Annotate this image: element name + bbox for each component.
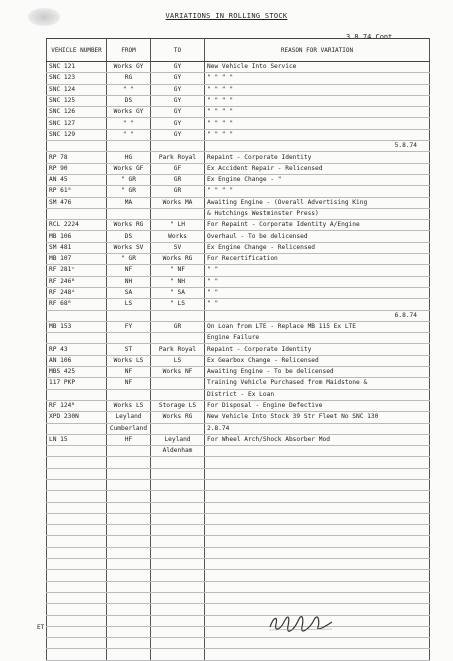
reason-cell: Ex Gearbox Change - Relicensed [205, 355, 430, 366]
from-cell [107, 491, 151, 502]
date-row [47, 310, 430, 321]
vehicle-number-cell [47, 626, 107, 637]
from-cell: NF [107, 378, 151, 389]
from-cell [107, 479, 151, 490]
from-cell [107, 649, 151, 660]
table-row [47, 333, 430, 344]
from-cell [107, 592, 151, 603]
from-cell: FY [107, 321, 151, 332]
to-cell [151, 547, 205, 558]
vehicle-number-cell: RF 248ᴬ [47, 287, 107, 298]
header-reason: REASON FOR VARIATION [205, 39, 430, 62]
reason-cell [205, 479, 430, 490]
to-cell [151, 513, 205, 524]
table-row [47, 220, 430, 231]
to-cell: " LH [151, 220, 205, 231]
table-row [47, 457, 430, 468]
vehicle-number-cell [47, 446, 107, 457]
to-cell [151, 649, 205, 660]
to-cell: Works MA [151, 197, 205, 208]
table-row [47, 400, 430, 411]
from-cell: " GR [107, 174, 151, 185]
table-row [47, 547, 430, 558]
to-cell [151, 389, 205, 400]
from-cell [107, 525, 151, 536]
table-row [47, 208, 430, 219]
table-row [47, 265, 430, 276]
reason-cell: " " " " [205, 84, 430, 95]
to-cell: " NF [151, 265, 205, 276]
reason-cell: Training Vehicle Purchased from Maidstone & [205, 378, 430, 389]
table-row [47, 378, 430, 389]
from-cell: NF [107, 367, 151, 378]
table-row [47, 570, 430, 581]
to-cell: GY [151, 84, 205, 95]
reason-cell [205, 491, 430, 502]
reason-cell: & Hutchings Westminster Press) [205, 208, 430, 219]
table-row [47, 299, 430, 310]
to-cell [151, 479, 205, 490]
vehicle-number-cell: LN 15 [47, 434, 107, 445]
reason-cell: For Disposal - Engine Defective [205, 400, 430, 411]
reason-cell [205, 502, 430, 513]
vehicle-number-cell: RF 246ᴮ [47, 276, 107, 287]
reason-cell: For Repaint - Corporate Identity A/Engine [205, 220, 430, 231]
from-cell: HF [107, 434, 151, 445]
from-cell: DS [107, 231, 151, 242]
table-row [47, 423, 430, 434]
reason-cell: New Vehicle Into Stock 39 Str Fleet No SNC 130 [205, 412, 430, 423]
vehicle-number-cell: RF 124ᴮ [47, 400, 107, 411]
vehicle-number-cell [47, 547, 107, 558]
from-cell [107, 536, 151, 547]
from-cell: Works LS [107, 400, 151, 411]
empty-cell [107, 310, 151, 321]
reason-cell: Ex Accident Repair - Relicensed [205, 163, 430, 174]
empty-cell [151, 310, 205, 321]
from-cell [107, 208, 151, 219]
table-row [47, 129, 430, 140]
table-row [47, 107, 430, 118]
table-row [47, 174, 430, 185]
from-cell [107, 626, 151, 637]
document-title: VARIATIONS IN ROLLING STOCK [165, 12, 288, 20]
reason-cell: " " [205, 299, 430, 310]
from-cell [107, 389, 151, 400]
vehicle-number-cell: RCL 2224 [47, 220, 107, 231]
table-row [47, 84, 430, 95]
to-cell [151, 638, 205, 649]
to-cell: GR [151, 321, 205, 332]
vehicle-number-cell [47, 638, 107, 649]
to-cell: GY [151, 95, 205, 106]
table-row [47, 513, 430, 524]
vehicle-number-cell: SM 481 [47, 242, 107, 253]
from-cell: Works GY [107, 62, 151, 73]
page-date: 3.8.74 Cont. [346, 33, 397, 41]
vehicle-number-cell: RP 61⁸ [47, 186, 107, 197]
to-cell: Works NF [151, 367, 205, 378]
from-cell: ST [107, 344, 151, 355]
to-cell [151, 468, 205, 479]
reason-cell [205, 468, 430, 479]
vehicle-number-cell: MB 106 [47, 231, 107, 242]
to-cell [151, 581, 205, 592]
from-cell: " " [107, 118, 151, 129]
header-from: FROM [107, 39, 151, 62]
vehicle-number-cell [47, 333, 107, 344]
vehicle-number-cell [47, 491, 107, 502]
header-vehicle-number: VEHICLE NUMBER [47, 39, 107, 62]
vehicle-number-cell: SNC 129 [47, 129, 107, 140]
reason-cell: Engine Failure [205, 333, 430, 344]
from-cell [107, 457, 151, 468]
to-cell: " LS [151, 299, 205, 310]
table-row [47, 186, 430, 197]
table-row [47, 231, 430, 242]
vehicle-number-cell [47, 592, 107, 603]
reason-cell [205, 592, 430, 603]
reason-cell [205, 513, 430, 524]
vehicle-number-cell [47, 479, 107, 490]
from-cell: RG [107, 73, 151, 84]
to-cell: " NH [151, 276, 205, 287]
table-row [47, 73, 430, 84]
reason-cell: On Loan from LTE - Replace MB 115 Ex LTE [205, 321, 430, 332]
reason-cell [205, 638, 430, 649]
from-cell [107, 604, 151, 615]
vehicle-number-cell: SNC 126 [47, 107, 107, 118]
table-row [47, 355, 430, 366]
table-row [47, 536, 430, 547]
vehicle-number-cell: RP 78 [47, 152, 107, 163]
vehicle-number-cell [47, 570, 107, 581]
reason-cell [205, 559, 430, 570]
to-cell: GY [151, 73, 205, 84]
table-row [47, 344, 430, 355]
table-row [47, 197, 430, 208]
vehicle-number-cell: MB 107 [47, 254, 107, 265]
vehicle-number-cell: RF 281ᶜ [47, 265, 107, 276]
table-row [47, 434, 430, 445]
to-cell: SV [151, 242, 205, 253]
vehicle-number-cell: AN 45 [47, 174, 107, 185]
empty-cell [107, 141, 151, 152]
empty-cell [47, 141, 107, 152]
from-cell: SA [107, 287, 151, 298]
to-cell [151, 604, 205, 615]
from-cell: NF [107, 265, 151, 276]
table-row [47, 163, 430, 174]
to-cell [151, 559, 205, 570]
to-cell: GR [151, 174, 205, 185]
table-row [47, 525, 430, 536]
to-cell: LS [151, 355, 205, 366]
table-row [47, 502, 430, 513]
reason-cell [205, 570, 430, 581]
vehicle-number-cell [47, 502, 107, 513]
reason-cell: Awaiting Engine - (Overall Advertising King [205, 197, 430, 208]
to-cell: GF [151, 163, 205, 174]
vehicle-number-cell: RP 90 [47, 163, 107, 174]
table-row [47, 638, 430, 649]
table-row [47, 287, 430, 298]
table-row [47, 254, 430, 265]
reason-cell: Overhaul - To be delicensed [205, 231, 430, 242]
reason-cell [205, 581, 430, 592]
table-row [47, 118, 430, 129]
from-cell [107, 615, 151, 626]
vehicle-number-cell [47, 423, 107, 434]
vehicle-number-cell: SNC 121 [47, 62, 107, 73]
from-cell [107, 581, 151, 592]
table-row [47, 479, 430, 490]
reason-cell: 2.8.74 [205, 423, 430, 434]
table-row [47, 626, 430, 637]
from-cell [107, 513, 151, 524]
vehicle-number-cell: SNC 123 [47, 73, 107, 84]
to-cell: Park Royal [151, 344, 205, 355]
from-cell: HG [107, 152, 151, 163]
to-cell: Park Royal [151, 152, 205, 163]
to-cell [151, 491, 205, 502]
to-cell: GY [151, 118, 205, 129]
vehicle-number-cell [47, 615, 107, 626]
to-cell [151, 570, 205, 581]
vehicle-number-cell [47, 649, 107, 660]
table-row [47, 152, 430, 163]
table-row [47, 468, 430, 479]
to-cell [151, 626, 205, 637]
to-cell: GY [151, 107, 205, 118]
to-cell: GY [151, 62, 205, 73]
from-cell: Works SV [107, 242, 151, 253]
empty-cell [47, 310, 107, 321]
to-cell: " SA [151, 287, 205, 298]
date-row [47, 141, 430, 152]
from-cell: Leyland [107, 412, 151, 423]
vehicle-number-cell: MBS 425 [47, 367, 107, 378]
table-row [47, 491, 430, 502]
to-cell: GR [151, 186, 205, 197]
reason-cell: " " " " [205, 118, 430, 129]
table-row [47, 242, 430, 253]
reason-cell: " " " " [205, 73, 430, 84]
to-cell: Works [151, 231, 205, 242]
from-cell [107, 559, 151, 570]
reason-cell: Ex Engine Change - Relicensed [205, 242, 430, 253]
from-cell: Cumberland [107, 423, 151, 434]
vehicle-number-cell [47, 457, 107, 468]
reason-cell: " " " " [205, 107, 430, 118]
table-row [47, 62, 430, 73]
from-cell [107, 547, 151, 558]
from-cell: " " [107, 84, 151, 95]
to-cell [151, 457, 205, 468]
table-body [47, 62, 430, 661]
table-header-row [47, 39, 430, 62]
table-row [47, 95, 430, 106]
from-cell: Works GY [107, 107, 151, 118]
vehicle-number-cell: SNC 124 [47, 84, 107, 95]
to-cell [151, 423, 205, 434]
date-heading: 5.8.74 [205, 141, 430, 152]
vehicle-number-cell [47, 604, 107, 615]
vehicle-number-cell: MB 153 [47, 321, 107, 332]
from-cell [107, 333, 151, 344]
table-row [47, 604, 430, 615]
from-cell: " " [107, 129, 151, 140]
reason-cell: " " [205, 265, 430, 276]
vehicle-number-cell [47, 581, 107, 592]
header-to: TO [151, 39, 205, 62]
vehicle-number-cell [47, 389, 107, 400]
to-cell: Works RG [151, 254, 205, 265]
to-cell: Aldenham [151, 446, 205, 457]
table-row [47, 446, 430, 457]
signature [266, 612, 336, 634]
reason-cell [205, 457, 430, 468]
from-cell [107, 468, 151, 479]
table-row [47, 389, 430, 400]
date-heading: 6.8.74 [205, 310, 430, 321]
to-cell [151, 502, 205, 513]
from-cell [107, 502, 151, 513]
from-cell: Works RG [107, 220, 151, 231]
table-row [47, 412, 430, 423]
vehicle-number-cell [47, 536, 107, 547]
vehicle-number-cell [47, 513, 107, 524]
rolling-stock-table [46, 38, 430, 661]
from-cell [107, 570, 151, 581]
from-cell: MA [107, 197, 151, 208]
reason-cell: " " " " [205, 186, 430, 197]
vehicle-number-cell: SNC 125 [47, 95, 107, 106]
vehicle-number-cell: AN 106 [47, 355, 107, 366]
empty-cell [151, 141, 205, 152]
vehicle-number-cell: RP 43 [47, 344, 107, 355]
reason-cell: Repaint - Corporate Identity [205, 152, 430, 163]
from-cell [107, 638, 151, 649]
reason-cell: For Recertification [205, 254, 430, 265]
from-cell: LS [107, 299, 151, 310]
vehicle-number-cell [47, 525, 107, 536]
vehicle-number-cell: XPD 230N [47, 412, 107, 423]
to-cell [151, 536, 205, 547]
table-row [47, 592, 430, 603]
reason-cell: Ex Engine Change - " [205, 174, 430, 185]
reason-cell [205, 536, 430, 547]
to-cell [151, 208, 205, 219]
table-row [47, 321, 430, 332]
from-cell: " GR [107, 186, 151, 197]
reason-cell: For Wheel Arch/Shock Absorber Mod [205, 434, 430, 445]
reason-cell [205, 525, 430, 536]
vehicle-number-cell [47, 208, 107, 219]
to-cell [151, 378, 205, 389]
reason-cell: New Vehicle Into Service [205, 62, 430, 73]
to-cell: GY [151, 129, 205, 140]
table-row [47, 649, 430, 660]
from-cell: NH [107, 276, 151, 287]
to-cell: Leyland [151, 434, 205, 445]
vehicle-number-cell: SM 476 [47, 197, 107, 208]
reason-cell [205, 446, 430, 457]
to-cell [151, 615, 205, 626]
footer-initials: ET [37, 624, 45, 631]
reason-cell [205, 547, 430, 558]
to-cell [151, 592, 205, 603]
to-cell [151, 525, 205, 536]
from-cell: Works GF [107, 163, 151, 174]
from-cell [107, 446, 151, 457]
from-cell: DS [107, 95, 151, 106]
to-cell: Storage LS [151, 400, 205, 411]
from-cell: Works LS [107, 355, 151, 366]
table-row [47, 367, 430, 378]
table-row [47, 276, 430, 287]
reason-cell: Repaint - Corporate Identity [205, 344, 430, 355]
to-cell [151, 333, 205, 344]
table-row [47, 615, 430, 626]
reason-cell [205, 649, 430, 660]
to-cell: Works RG [151, 412, 205, 423]
vehicle-number-cell: 117 PKP [47, 378, 107, 389]
vehicle-number-cell: RF 68ᴮ [47, 299, 107, 310]
reason-cell: " " " " [205, 95, 430, 106]
table-row [47, 581, 430, 592]
vehicle-number-cell [47, 468, 107, 479]
vehicle-number-cell [47, 559, 107, 570]
vehicle-number-cell: SNC 127 [47, 118, 107, 129]
reason-cell: District - Ex Loan [205, 389, 430, 400]
from-cell: " GR [107, 254, 151, 265]
table-row [47, 559, 430, 570]
reason-cell: " " " " [205, 129, 430, 140]
reason-cell: " " [205, 287, 430, 298]
reason-cell: Awaiting Engine - To be delicensed [205, 367, 430, 378]
reason-cell: " " [205, 276, 430, 287]
